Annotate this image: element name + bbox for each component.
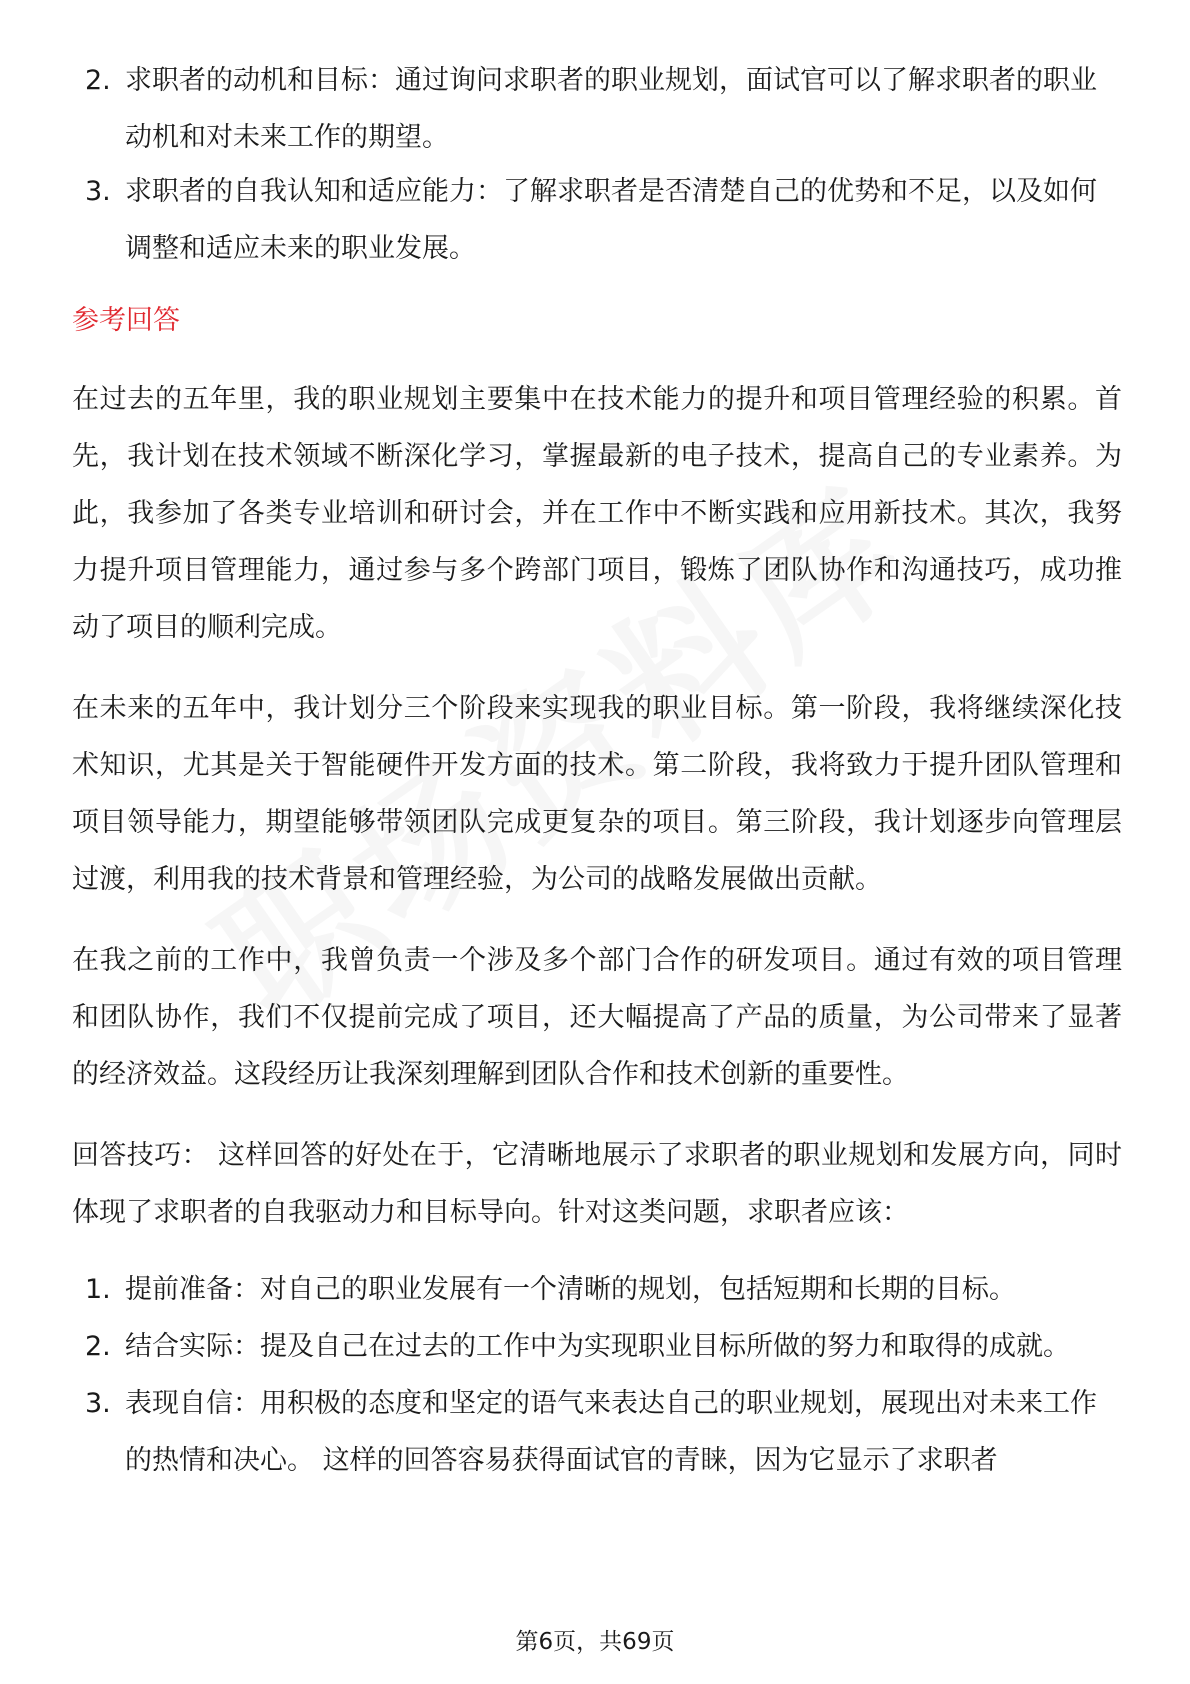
- top-list: [72, 52, 1122, 277]
- list-item: [72, 52, 1122, 166]
- list-item-number: 1.: [85, 1274, 111, 1305]
- page-footer: 第6页，共69页: [515, 1629, 675, 1655]
- list-item: [72, 1261, 1122, 1318]
- list-item-number: 2.: [85, 65, 111, 96]
- list-item: [72, 1375, 1122, 1489]
- list-item-number: 3.: [85, 176, 111, 207]
- paragraph: 在未来的五年中，我计划分三个阶段来实现我的职业目标。第一阶段，我将继续深化技术知识，尤其是关于智能硬件开发方面的技术。第二阶段，我将致力于提升团队管理和项目领导能力，期望能够带领团队完成更复杂的项目。第三阶段，我计划逐步向管理层过渡，利用我的技术背景和管理经验，为公司的战略发展做出贡献。: [72, 693, 1122, 895]
- paragraph: 在过去的五年里，我的职业规划主要集中在技术能力的提升和项目管理经验的积累。首先，我计划在技术领域不断深化学习，掌握最新的电子技术，提高自己的专业素养。为此，我参加了各类专业培训和研讨会，并在工作中不断实践和应用新技术。其次，我努力提升项目管理能力，通过参与多个跨部门项目，锻炼了团队协作和沟通技巧，成功推动了项目的顺利完成。: [72, 384, 1122, 643]
- list-item-text: 表现自信：用积极的态度和坚定的语气来表达自己的职业规划，展现出对未来工作的热情和决心。 这样的回答容易获得面试官的青睐，因为它显示了求职者: [125, 1388, 1097, 1476]
- list-item: [72, 1318, 1122, 1375]
- list-item-text: 结合实际：提及自己在过去的工作中为实现职业目标所做的努力和取得的成就。: [125, 1331, 1070, 1362]
- list-item-number: 2.: [85, 1331, 111, 1362]
- list-item-number: 3.: [85, 1388, 111, 1419]
- paragraph: 在我之前的工作中，我曾负责一个涉及多个部门合作的研发项目。通过有效的项目管理和团队协作，我们不仅提前完成了项目，还大幅提高了产品的质量，为公司带来了显著的经济效益。这段经历让我深刻理解到团队合作和技术创新的重要性。: [72, 945, 1122, 1090]
- list-item-text: 提前准备：对自己的职业发展有一个清晰的规划，包括短期和长期的目标。: [125, 1274, 1016, 1305]
- document-page: [72, 58, 1122, 1489]
- list-item-text: 求职者的动机和目标：通过询问求职者的职业规划，面试官可以了解求职者的职业动机和对未来工作的期望。: [125, 65, 1097, 153]
- list-item-text: 求职者的自我认知和适应能力：了解求职者是否清楚自己的优势和不足，以及如何调整和适应未来的职业发展。: [125, 176, 1097, 264]
- paragraph: 回答技巧： 这样回答的好处在于，它清晰地展示了求职者的职业规划和发展方向，同时体现了求职者的自我驱动力和目标导向。针对这类问题，求职者应该：: [72, 1140, 1122, 1228]
- list-item: [72, 163, 1122, 277]
- tips-list: [72, 1261, 1122, 1489]
- section-title: 参考回答: [72, 305, 180, 336]
